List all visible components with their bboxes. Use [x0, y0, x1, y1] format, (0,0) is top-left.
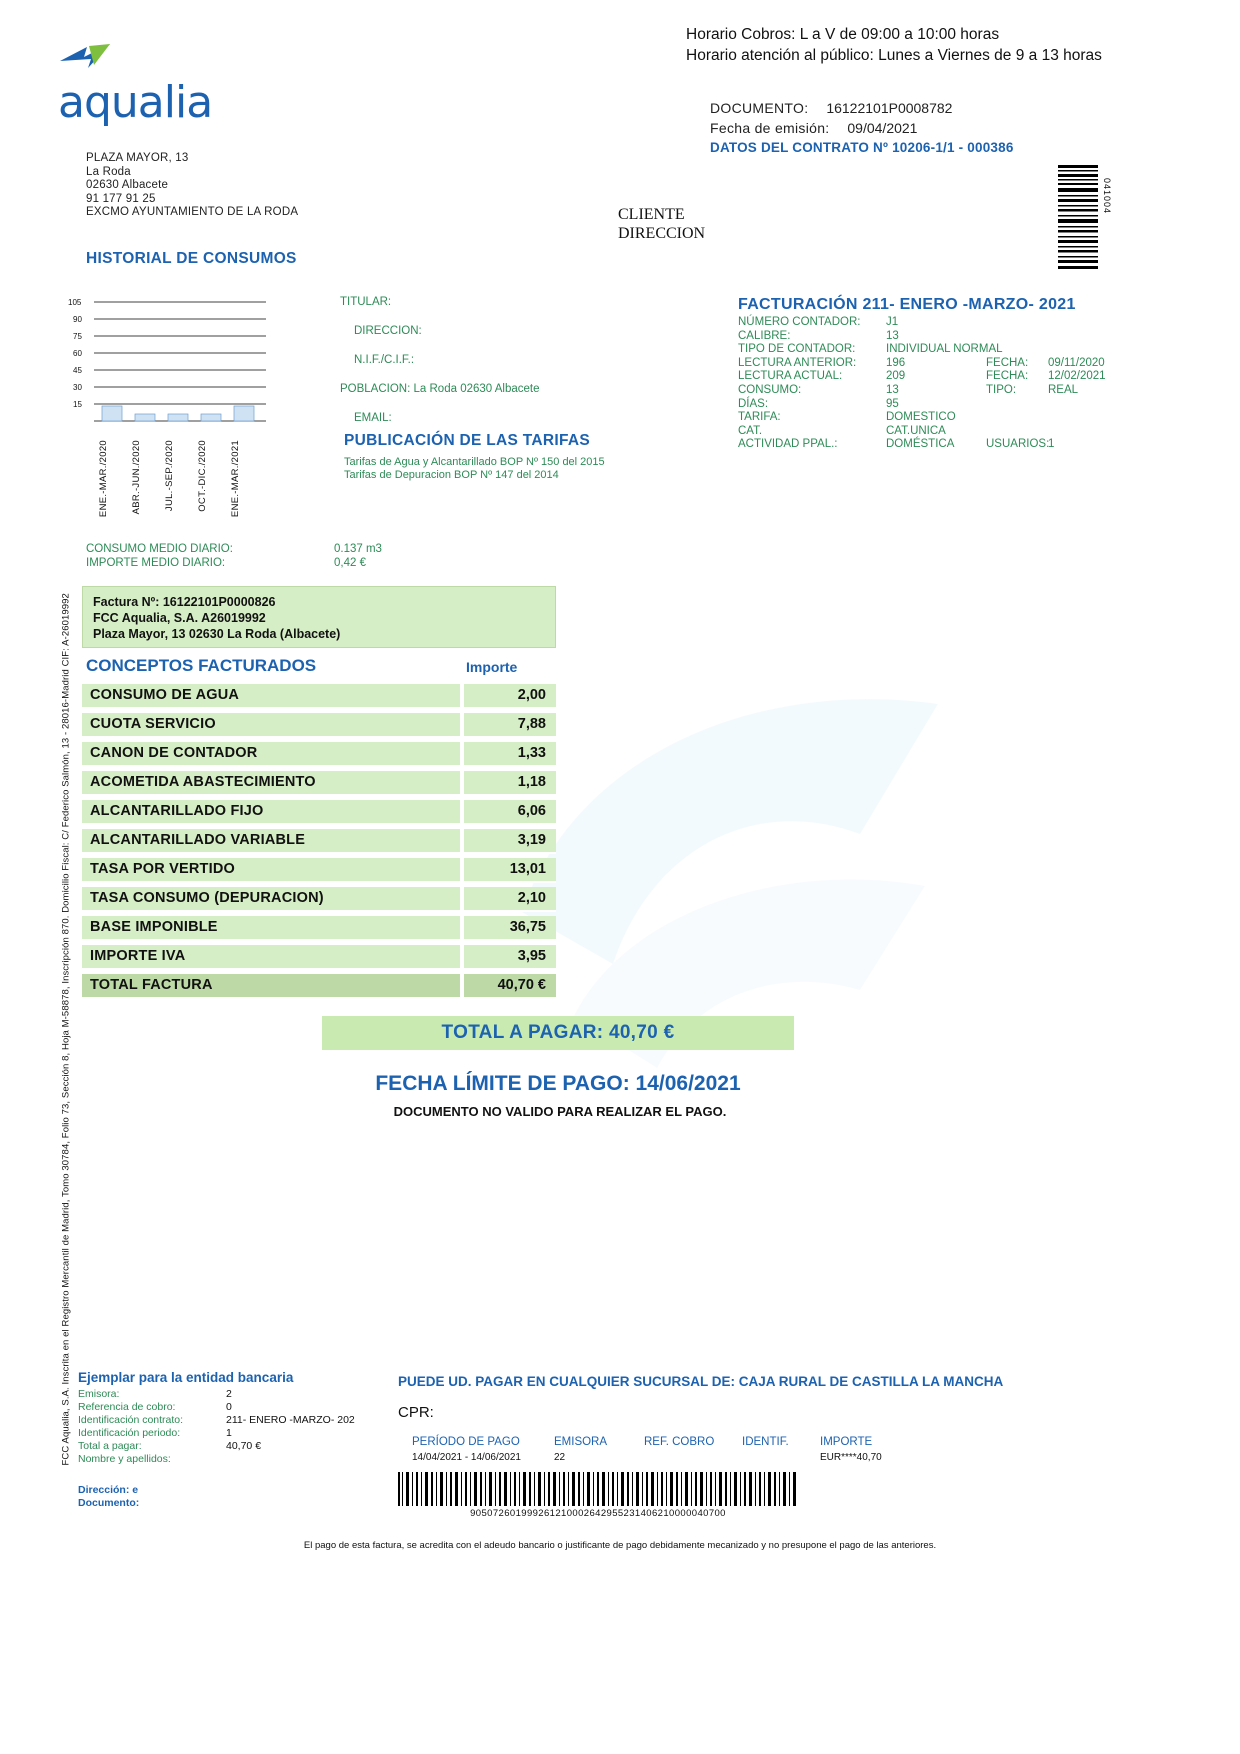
address-line-1: PLAZA MAYOR, 13 — [86, 152, 189, 164]
payment-header-ref: REF. COBRO — [644, 1436, 715, 1448]
bank-key: Total a pagar: — [78, 1440, 142, 1452]
facturacion-title: FACTURACIÓN 211- ENERO -MARZO- 2021 — [738, 296, 1076, 313]
fact-key2: TIPO: — [986, 383, 1017, 396]
vertical-barcode — [1058, 165, 1098, 270]
svg-text:105: 105 — [68, 298, 82, 307]
bank-documento: Documento: — [78, 1497, 140, 1509]
fact-value: INDIVIDUAL NORMAL — [886, 343, 1003, 356]
concepto-amount: 2,00 — [464, 684, 556, 709]
bank-value: 0 — [226, 1401, 232, 1413]
fact-key2: FECHA: — [986, 356, 1029, 369]
concepto-name: TASA POR VERTIDO — [82, 858, 460, 883]
titular-row — [340, 296, 539, 325]
fact-key: ACTIVIDAD PPAL.: — [738, 438, 838, 451]
horario-cobros: Horario Cobros: L a V de 09:00 a 10:00 horas — [686, 26, 1000, 43]
bank-copy-block — [78, 1388, 418, 1510]
fact-value: DOMESTICO — [886, 411, 956, 424]
svg-text:30: 30 — [73, 383, 82, 392]
table-row-total — [82, 974, 556, 1003]
svg-text:90: 90 — [73, 315, 82, 324]
bank-value: 2 — [226, 1388, 232, 1400]
bank-row — [78, 1453, 418, 1466]
payment-header-importe: IMPORTE — [820, 1436, 873, 1448]
facturacion-row — [738, 316, 1068, 330]
bank-row — [78, 1440, 418, 1453]
factura-company: FCC Aqualia, S.A. A26019992 — [93, 611, 266, 625]
conceptos-title: CONCEPTOS FACTURADOS — [86, 656, 317, 675]
titular-row — [340, 383, 539, 412]
payment-header-emisora: EMISORA — [554, 1436, 608, 1448]
bank-key: Nombre y apellidos: — [78, 1453, 171, 1465]
fact-value2: 1 — [1048, 438, 1055, 451]
fact-key2: FECHA: — [986, 370, 1029, 383]
chart-label-2: JUL.-SEP./2020 — [164, 440, 175, 512]
concepto-name: CANON DE CONTADOR — [82, 742, 460, 767]
historial-title: HISTORIAL DE CONSUMOS — [86, 250, 297, 267]
documento-no-valido: DOCUMENTO NO VALIDO PARA REALIZAR EL PAGO. — [393, 1104, 727, 1119]
publicacion-title: PUBLICACIÓN DE LAS TARIFAS — [344, 432, 591, 449]
fact-key: LECTURA ANTERIOR: — [738, 356, 857, 369]
fecha-emision-row — [710, 120, 1140, 136]
titular-key: POBLACION: — [340, 383, 411, 395]
client-block — [618, 205, 705, 243]
table-row — [82, 742, 556, 771]
bank-value: 211- ENERO -MARZO- 202 — [226, 1414, 355, 1426]
fact-key: CAT. — [738, 424, 763, 437]
fact-key: CONSUMO: — [738, 383, 802, 396]
fact-key: TARIFA: — [738, 411, 781, 424]
concepto-amount: 40,70 € — [464, 974, 556, 999]
client-address-label: DIRECCION — [618, 225, 706, 242]
concepto-amount: 13,01 — [464, 858, 556, 883]
bank-documento-row — [78, 1497, 418, 1510]
bank-row — [78, 1388, 418, 1401]
concepto-amount: 36,75 — [464, 916, 556, 941]
facturacion-row — [738, 411, 1068, 425]
fecha-emision-value: 09/04/2021 — [847, 120, 918, 136]
publicacion-line-2: Tarifas de Depuracion BOP Nº 147 del 2014 — [344, 469, 559, 481]
table-row — [82, 945, 556, 974]
fact-key: TIPO DE CONTADOR: — [738, 343, 856, 356]
medio-key: IMPORTE MEDIO DIARIO: — [86, 557, 226, 569]
total-a-pagar: TOTAL A PAGAR: 40,70 € — [322, 1016, 794, 1050]
horario-atencion: Horario atención al público: Lunes a Viernes de 9 a 13 horas — [686, 47, 1102, 64]
concepto-name: ACOMETIDA ABASTECIMIENTO — [82, 771, 460, 796]
fecha-limite-pago: FECHA LÍMITE DE PAGO: 14/06/2021 — [375, 1072, 741, 1095]
titular-key: N.I.F./C.I.F.: — [354, 354, 415, 366]
svg-text:75: 75 — [73, 332, 82, 341]
fact-key: NÚMERO CONTADOR: — [738, 316, 861, 328]
fact-value: 95 — [886, 397, 899, 410]
fact-value: 13 — [886, 329, 899, 342]
concepto-amount: 1,18 — [464, 771, 556, 796]
concepto-name: TOTAL FACTURA — [82, 974, 460, 999]
medio-key: CONSUMO MEDIO DIARIO: — [86, 543, 233, 555]
cpr-label: CPR: — [398, 1404, 434, 1421]
bank-key: Referencia de cobro: — [78, 1401, 176, 1413]
facturacion-row — [738, 438, 1068, 452]
documento-label: DOCUMENTO: — [710, 100, 809, 116]
fact-key: LECTURA ACTUAL: — [738, 370, 843, 383]
issuer-address — [86, 152, 298, 220]
facturacion-details — [738, 316, 1106, 452]
facturacion-row — [738, 370, 1106, 384]
concepto-amount: 1,33 — [464, 742, 556, 767]
documento-row — [710, 100, 1140, 116]
titular-row — [340, 325, 539, 354]
chart-label-1: ABR.-JUN./2020 — [131, 440, 142, 515]
svg-text:60: 60 — [73, 349, 82, 358]
fact-key2: USUARIOS: — [986, 438, 1050, 451]
chart-x-labels — [90, 440, 310, 518]
titular-row — [340, 354, 539, 383]
svg-text:15: 15 — [73, 400, 82, 409]
concepto-amount: 7,88 — [464, 713, 556, 738]
payment-barcode-number: 905072601999261210002642955231406210000040700 — [470, 1508, 726, 1519]
concepto-amount: 3,19 — [464, 829, 556, 854]
medio-row — [86, 542, 386, 556]
bank-value: 1 — [226, 1427, 232, 1439]
address-line-5: EXCMO AYUNTAMIENTO DE LA RODA — [86, 206, 299, 218]
address-line-4: 91 177 91 25 — [86, 192, 156, 205]
legal-vertical-text: FCC Aqualia, S.A. Inscrita en el Registro Mercantil de Madrid, Tomo 30784, Folio 73, Sección 8, Hoja M-58878, Inscripción 870. Domicilio Fiscal: C/ Federico Salmón, 13 - 28016-Madrid CIF: A-26019992 — [60, 593, 72, 1466]
brand-name: aqualia — [58, 77, 213, 128]
address-line-3: 02630 Albacete — [86, 179, 169, 191]
fact-value: DOMÉSTICA — [886, 438, 955, 451]
concepto-name: CUOTA SERVICIO — [82, 713, 460, 738]
bank-key: Identificación periodo: — [78, 1427, 181, 1439]
fact-value2: REAL — [1048, 383, 1079, 396]
chart-label-3: OCT.-DIC./2020 — [197, 440, 208, 512]
chart-label-4: ENE.-MAR./2021 — [230, 440, 241, 518]
table-row — [82, 858, 556, 887]
medio-value: 0.137 m3 — [334, 543, 382, 555]
fecha-emision-label: Fecha de emisión: — [710, 120, 830, 136]
payment-barcode — [398, 1472, 798, 1506]
aqualia-arrow-icon — [58, 40, 118, 74]
fact-value: CAT.UNICA — [886, 424, 946, 437]
svg-text:45: 45 — [73, 366, 82, 375]
concepto-name: ALCANTARILLADO VARIABLE — [82, 829, 460, 854]
payment-title: PUEDE UD. PAGAR EN CUALQUIER SUCURSAL DE: CAJA RURAL DE CASTILLA LA MANCHA — [398, 1374, 1004, 1389]
concepto-amount: 2,10 — [464, 887, 556, 912]
facturacion-row — [738, 343, 1068, 357]
medio-row — [86, 556, 386, 570]
payment-header-row — [412, 1436, 912, 1452]
table-row — [82, 829, 556, 858]
consumo-medio-block — [86, 542, 386, 570]
facturacion-row — [738, 330, 1068, 344]
medio-value: 0,42 € — [334, 557, 366, 569]
bank-row — [78, 1401, 418, 1414]
payment-value-importe: EUR****40,70 — [820, 1452, 882, 1463]
fact-value: J1 — [886, 316, 899, 328]
titular-key: DIRECCION: — [354, 325, 422, 337]
bank-direccion: Dirección: e — [78, 1484, 139, 1496]
address-line-2: La Roda — [86, 165, 131, 178]
payment-header-identif: IDENTIF. — [742, 1436, 789, 1448]
brand-logo — [58, 40, 288, 128]
concepto-name: TASA CONSUMO (DEPURACION) — [82, 887, 460, 912]
fact-value2: 09/11/2020 — [1048, 356, 1105, 369]
concepto-name: CONSUMO DE AGUA — [82, 684, 460, 709]
table-row — [82, 713, 556, 742]
factura-number: Factura Nº: 16122101P0000826 — [93, 595, 276, 609]
titular-value: La Roda 02630 Albacete — [413, 383, 540, 395]
bank-row — [78, 1414, 418, 1427]
fact-key: DÍAS: — [738, 397, 769, 410]
horario-block — [686, 24, 1116, 66]
table-row — [82, 916, 556, 945]
payment-value-periodo: 14/04/2021 - 14/06/2021 — [412, 1452, 521, 1463]
chart-label-0: ENE.-MAR./2020 — [98, 440, 109, 518]
fact-value: 209 — [886, 370, 906, 383]
payment-header-periodo: PERÍODO DE PAGO — [412, 1436, 520, 1448]
table-row — [82, 771, 556, 800]
titular-key: EMAIL: — [354, 412, 392, 424]
titular-block — [340, 296, 539, 441]
documento-value: 16122101P0008782 — [826, 100, 953, 116]
publicacion-line-1: Tarifas de Agua y Alcantarillado BOP Nº 150 del 2015 — [344, 456, 605, 468]
consumption-chart — [66, 296, 296, 436]
concepto-amount: 6,06 — [464, 800, 556, 825]
vertical-barcode-number: 041004 — [1102, 178, 1112, 215]
concepto-name: ALCANTARILLADO FIJO — [82, 800, 460, 825]
payment-value-row — [412, 1452, 912, 1466]
fact-value2: 12/02/2021 — [1048, 370, 1106, 383]
fact-value: 13 — [886, 383, 899, 396]
bank-row — [78, 1427, 418, 1440]
payment-value-emisora: 22 — [554, 1452, 566, 1463]
facturacion-row — [738, 398, 1068, 412]
bank-key: Emisora: — [78, 1388, 120, 1400]
table-row — [82, 684, 556, 713]
bank-value: 40,70 € — [226, 1440, 262, 1452]
importe-header: Importe — [466, 659, 518, 675]
table-row — [82, 800, 556, 829]
facturacion-row — [738, 383, 1079, 398]
client-label: CLIENTE — [618, 206, 685, 223]
concepto-name: BASE IMPONIBLE — [82, 916, 460, 941]
bank-direccion-row — [78, 1484, 418, 1497]
factura-company-address: Plaza Mayor, 13 02630 La Roda (Albacete) — [93, 627, 341, 641]
facturacion-row — [738, 356, 1105, 371]
footnote: El pago de esta factura, se acredita con el adeudo bancario o justificante de pago debidamente mecanizado y no presupone el pago de las anteriores. — [303, 1540, 937, 1551]
concepto-amount: 3,95 — [464, 945, 556, 970]
facturacion-row — [738, 425, 1068, 439]
titular-key: TITULAR: — [340, 296, 392, 308]
document-info — [710, 100, 1140, 155]
factura-box — [82, 586, 556, 648]
bank-copy-title: Ejemplar para la entidad bancaria — [78, 1370, 294, 1385]
fact-key: CALIBRE: — [738, 329, 791, 342]
table-row — [82, 887, 556, 916]
fact-value: 196 — [886, 356, 906, 369]
publicacion-body — [344, 456, 605, 482]
payment-table — [412, 1436, 912, 1466]
bank-key: Identificación contrato: — [78, 1414, 184, 1426]
contrato-line: DATOS DEL CONTRATO Nº 10206-1/1 - 000386 — [710, 140, 1014, 155]
concepto-name: IMPORTE IVA — [82, 945, 460, 970]
conceptos-table — [82, 684, 556, 1003]
